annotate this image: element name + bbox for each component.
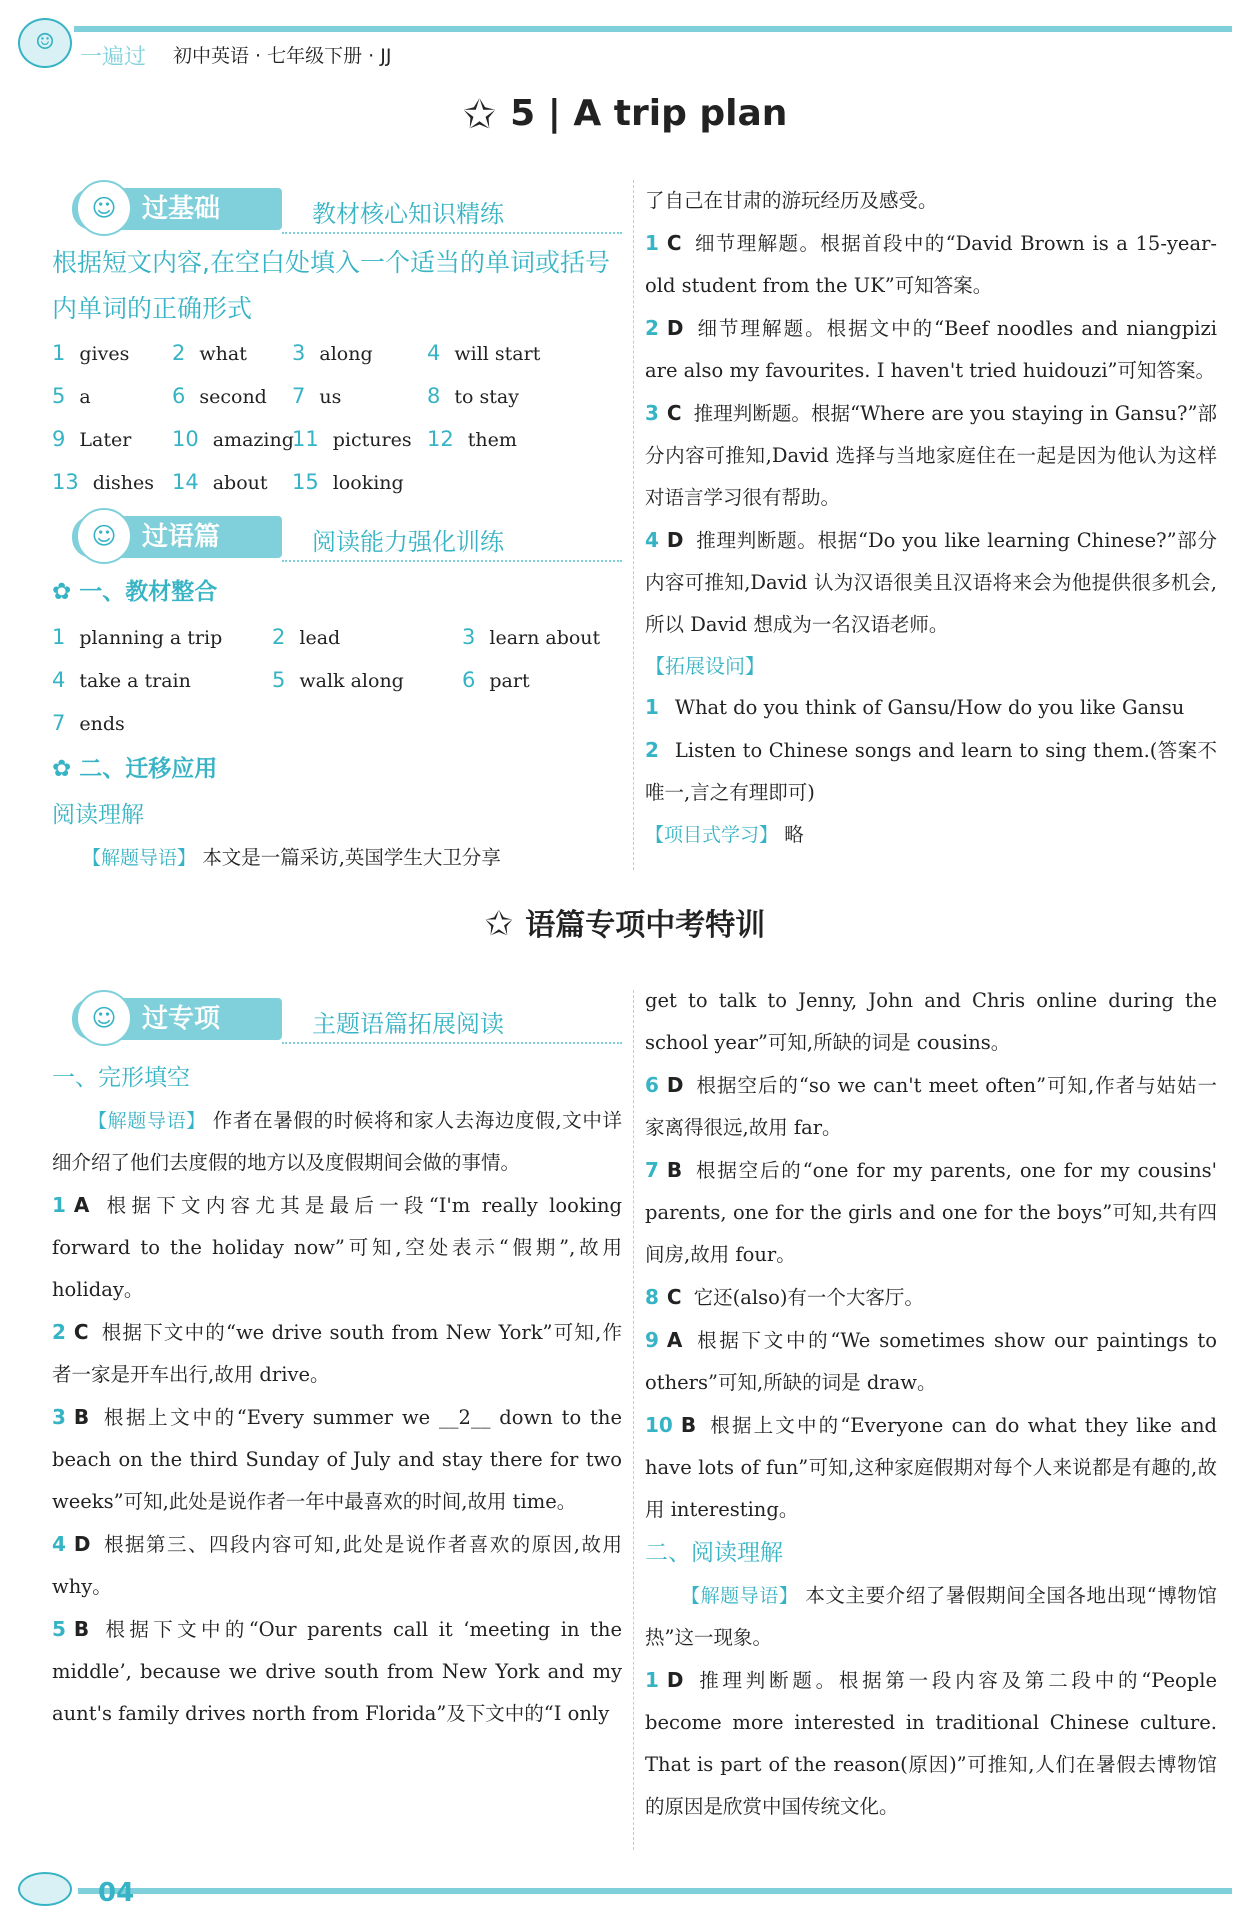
- answer-cell: 9 Later: [52, 427, 132, 451]
- column-divider-2: [633, 990, 634, 1850]
- answer-list-3: [645, 1064, 1217, 1531]
- answer-item: 8 C 它还(also)有一个大客厅。: [645, 1285, 924, 1309]
- answer-item: 3 B 根据上文中的“Every summer we __2__ down to the beach on the third Sunday of July and stay there for two weeks”可知,此处是说作者一年中最喜欢的时间,故用 time。: [52, 1405, 622, 1513]
- mascot-icon: ☺: [76, 180, 132, 236]
- answer-item: 1 C 细节理解题。根据首段中的“David Brown is a 15-year-old student from the UK”可知答案。: [645, 231, 1217, 297]
- answer-list: [645, 222, 1217, 646]
- mascot-icon: ☺: [76, 990, 132, 1046]
- answer-item: 10 B 根据上文中的“Everyone can do what they like and have lots of fun”可知,这种家庭假期对每个人来说都是有趣的,故用 interesting。: [645, 1413, 1217, 1521]
- left-column-2: [52, 990, 622, 1735]
- brand-name: 一遍过: [80, 45, 147, 70]
- answer-cell: 2 what: [172, 341, 247, 365]
- subsection-cloze: 一、完形填空: [52, 1065, 190, 1091]
- answer-cell: 6 part: [462, 668, 530, 692]
- extension-item: 1 What do you think of Gansu/How do you like Gansu: [645, 695, 1185, 719]
- page-footer: [18, 1878, 1232, 1906]
- answer-cell: 2 lead: [272, 625, 341, 649]
- answer-item: 6 D 根据空后的“so we can't meet often”可知,作者与姑姑一家离得很远,故用 far。: [645, 1073, 1217, 1139]
- right-column-2: [645, 980, 1217, 1828]
- extension-item: 2 Listen to Chinese songs and learn to sing them.(答案不唯一,言之有理即可): [645, 738, 1217, 804]
- answer-cell: 5 a: [52, 384, 91, 408]
- extension-tag: 【拓展设问】: [645, 654, 765, 678]
- column-divider: [633, 180, 634, 870]
- mascot-icon: [18, 1872, 72, 1906]
- book-info: 初中英语 · 七年级下册 · JJ: [173, 45, 392, 67]
- subsection-reading: 二、阅读理解: [645, 1540, 783, 1566]
- mascot-icon: ☺: [76, 508, 132, 564]
- extension-list: [645, 686, 1217, 814]
- answer-cell: 1 gives: [52, 341, 130, 365]
- answer-cell: 3 along: [292, 341, 373, 365]
- star-icon: ✩: [484, 904, 514, 944]
- answer-cell: 10 amazing: [172, 427, 294, 451]
- mid-title: ✩ 语篇专项中考特训: [484, 904, 766, 944]
- section-header-basics: ☺ 过基础 教材核心知识精练: [52, 180, 622, 234]
- star-icon: ✩: [462, 92, 497, 138]
- subsection-b: ✿ 二、迁移应用: [52, 756, 218, 782]
- right-column: [645, 180, 1217, 856]
- guide-paragraph: 【解题导语】 本文是一篇采访,英国学生大卫分享: [82, 846, 501, 869]
- answer-item: 2 C 根据下文中的“we drive south from New York”可知,作者一家是开车出行,故用 drive。: [52, 1320, 622, 1386]
- answer-cell: 7 us: [292, 384, 342, 408]
- page-title: [0, 92, 1250, 138]
- guide-paragraph-3: 【解题导语】 本文主要介绍了暑假期间全国各地出现“博物馆热”这一现象。: [645, 1584, 1217, 1649]
- answer-item: 9 A 根据下文中的“We sometimes show our paintings to others”可知,所缺的词是 draw。: [645, 1328, 1217, 1394]
- answer-item: 3 C 推理判断题。根据“Where are you staying in Gansu?”部分内容可推知,David 选择与当地家庭住在一起是因为他认为这样对语言学习很有帮助。: [645, 401, 1217, 509]
- answer-item: 2 D 细节理解题。根据文中的“Beef noodles and niangpizi are also my favourites. I haven't tried huidouzi”可知答案。: [645, 316, 1217, 382]
- guide-paragraph-2: 【解题导语】 作者在暑假的时候将和家人去海边度假,文中详细介绍了他们去度假的地方以及度假期间会做的事情。: [52, 1109, 623, 1174]
- header-bar: [74, 26, 1232, 32]
- answer-cell: 3 learn about: [462, 625, 601, 649]
- answer-grid-2: [52, 616, 622, 745]
- answer-item: 1 A 根据下文内容尤其是最后一段“I'm really looking forward to the holiday now”可知,空处表示“假期”,故用 holiday。: [52, 1193, 622, 1301]
- answer-list-2: [52, 1184, 622, 1735]
- answer-item: 4 D 推理判断题。根据“Do you like learning Chinese?”部分内容可推知,David 认为汉语很美且汉语将来会为他提供很多机会,所以 David 想成为一名汉语老师。: [645, 528, 1217, 636]
- answer-item: 4 D 根据第三、四段内容可知,此处是说作者喜欢的原因,故用 why。: [52, 1532, 622, 1598]
- answer-item: 7 B 根据空后的“one for my parents, one for my cousins' parents, one for the girls and one for the boys”可知,共有四间房,故用 four。: [645, 1158, 1217, 1266]
- page-header: [18, 14, 1232, 70]
- instructions: 根据短文内容,在空白处填入一个适当的单词或括号内单词的正确形式: [52, 248, 610, 323]
- answer-item: 5 B 根据下文中的“Our parents call it ‘meeting in the middle’, because we drive south from New York and my aunt's family drives north from Florida”及下文中的“I only: [52, 1617, 622, 1725]
- subsection-a: ✿ 一、教材整合: [52, 579, 218, 605]
- section-header-special: ☺ 过专项 主题语篇拓展阅读: [52, 990, 622, 1044]
- answer-cell: 4 take a train: [52, 668, 191, 692]
- mascot-icon: ☺: [18, 18, 72, 68]
- answer-cell: 1 planning a trip: [52, 625, 223, 649]
- continued-text: 了自己在甘肃的游玩经历及感受。: [645, 189, 938, 212]
- answer-cell: 14 about: [172, 470, 268, 494]
- answer-item: 1 D 推理判断题。根据第一段内容及第二段中的“People become more interested in traditional Chinese culture. That is part of the reason(原因)”可推知,人们在暑假去博物馆的原因是欣赏中国传统文化。: [645, 1668, 1217, 1818]
- section-header-reading: ☺ 过语篇 阅读能力强化训练: [52, 508, 622, 562]
- continued-text-2: get to talk to Jenny, John and Chris online during the school year”可知,所缺的词是 cousins。: [645, 989, 1217, 1054]
- answer-grid: [52, 332, 622, 504]
- title-text: 5 | A trip plan: [510, 93, 788, 134]
- answer-cell: 7 ends: [52, 711, 125, 735]
- answer-cell: 15 looking: [292, 470, 404, 494]
- answer-cell: 5 walk along: [272, 668, 404, 692]
- answer-cell: 13 dishes: [52, 470, 154, 494]
- answer-cell: 11 pictures: [292, 427, 412, 451]
- page-number: 04: [98, 1878, 135, 1908]
- left-column: [52, 180, 622, 879]
- answer-cell: 12 them: [427, 427, 517, 451]
- answer-cell: 6 second: [172, 384, 267, 408]
- project-learning: 【项目式学习】 略: [645, 823, 804, 846]
- answer-cell: 8 to stay: [427, 384, 519, 408]
- answer-cell: 4 will start: [427, 341, 541, 365]
- reading-label: 阅读理解: [52, 802, 144, 828]
